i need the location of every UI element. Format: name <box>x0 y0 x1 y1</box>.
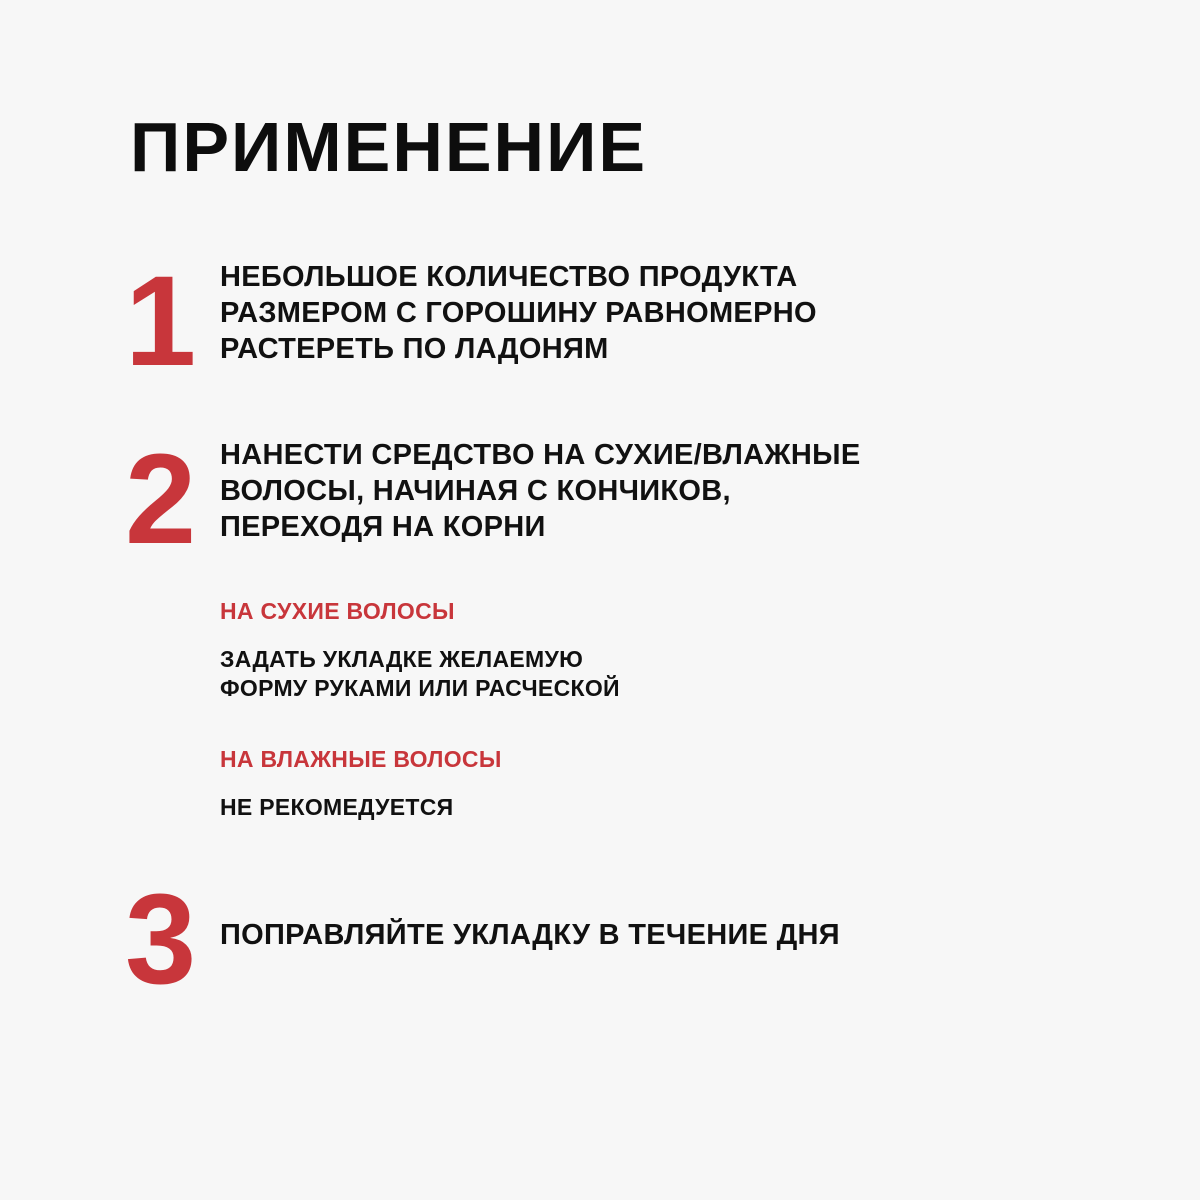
step-number-3: 3 <box>125 868 197 1011</box>
step-2-line: ВОЛОСЫ, НАЧИНАЯ С КОНЧИКОВ, <box>220 475 731 507</box>
dry-hair-instruction <box>220 645 620 703</box>
step-1-line: РАЗМЕРОМ С ГОРОШИНУ РАВНОМЕРНО <box>220 297 817 329</box>
step-number-1: 1 <box>125 250 197 393</box>
step-2-line: НАНЕСТИ СРЕДСТВО НА СУХИЕ/ВЛАЖНЫЕ <box>220 439 861 471</box>
dry-hair-line: ЗАДАТЬ УКЛАДКЕ ЖЕЛАЕМУЮ <box>220 646 584 672</box>
wet-hair-line: НЕ РЕКОМЕДУЕТСЯ <box>220 794 454 820</box>
dry-hair-line: ФОРМУ РУКАМИ ИЛИ РАСЧЕСКОЙ <box>220 675 620 701</box>
step-3-text <box>220 917 840 953</box>
step-1-line: РАСТЕРЕТЬ ПО ЛАДОНЯМ <box>220 333 609 365</box>
step-3-line: ПОПРАВЛЯЙТЕ УКЛАДКУ В ТЕЧЕНИЕ ДНЯ <box>220 919 840 951</box>
dry-hair-heading: НА СУХИЕ ВОЛОСЫ <box>220 598 455 624</box>
page-title: ПРИМЕНЕНИЕ <box>130 108 648 186</box>
step-1-line: НЕБОЛЬШОЕ КОЛИЧЕСТВО ПРОДУКТА <box>220 261 798 293</box>
step-2-line: ПЕРЕХОДЯ НА КОРНИ <box>220 511 546 543</box>
wet-hair-instruction <box>220 793 453 822</box>
wet-hair-heading: НА ВЛАЖНЫЕ ВОЛОСЫ <box>220 746 502 772</box>
step-2-text <box>220 437 861 545</box>
step-1-text <box>220 259 817 367</box>
step-number-2: 2 <box>125 428 197 571</box>
